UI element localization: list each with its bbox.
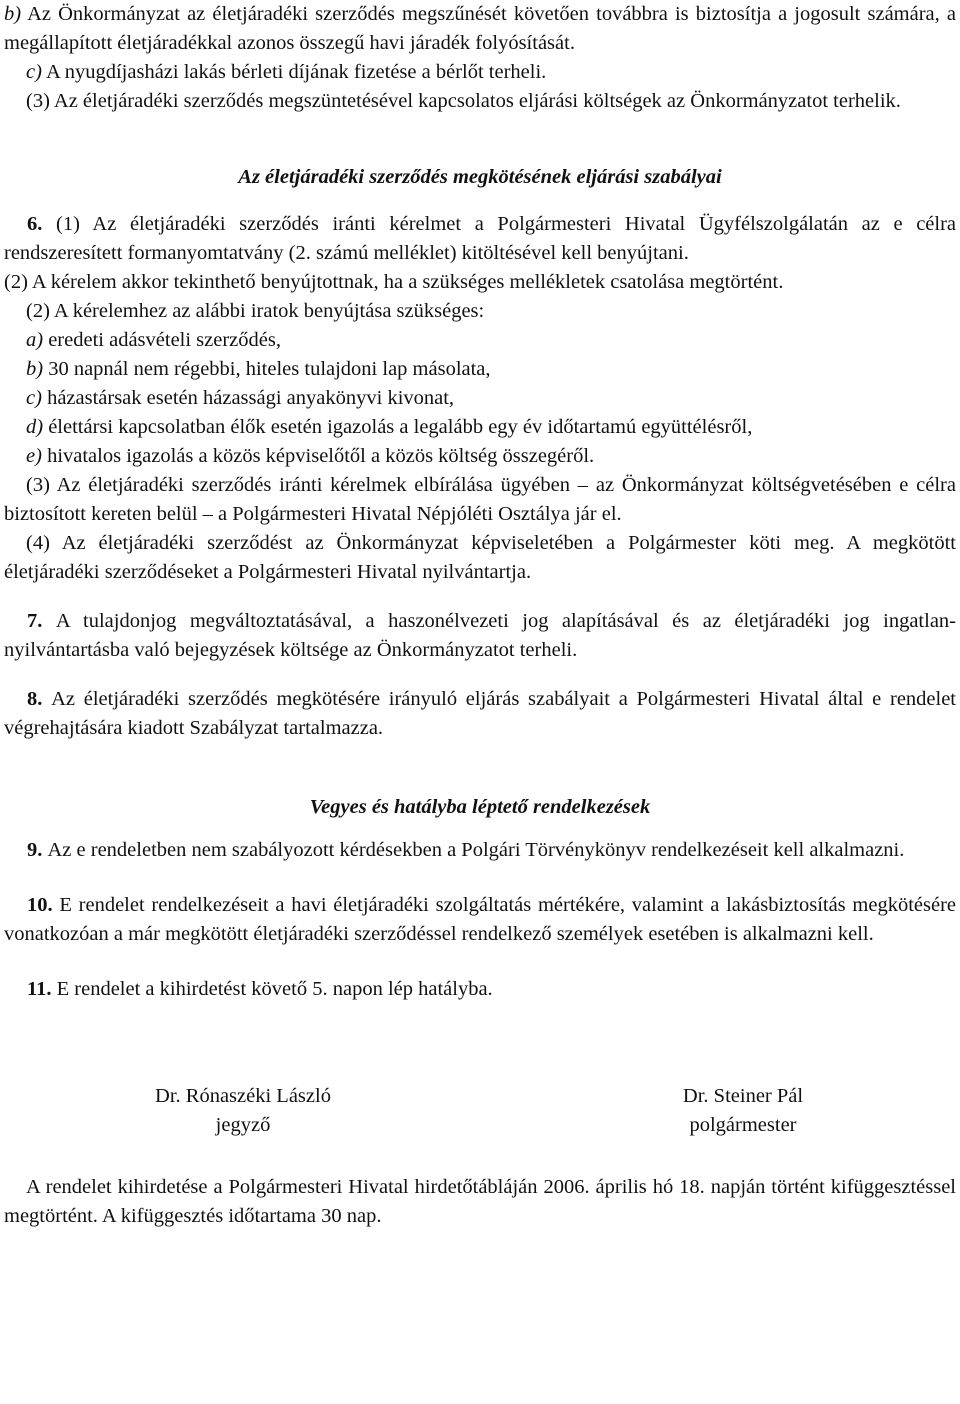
paragraph-text: E rendelet a kihirdetést követő 5. napon lép hatályba. <box>56 978 493 1000</box>
section-number: 10. <box>27 894 53 916</box>
section-heading: Az életjáradéki szerződés megkötésének eljárási szabályai <box>238 166 722 188</box>
item-label: c) <box>26 387 42 409</box>
section-number: 8. <box>27 688 43 710</box>
section-8 <box>4 685 956 743</box>
section-11 <box>4 975 956 1004</box>
section-6-p3: (2) A kérelemhez az alábbi iratok benyújtása szükséges: <box>26 300 485 322</box>
document-list <box>4 326 956 471</box>
section-6-p2: (2) A kérelem akkor tekinthető benyújtottnak, ha a szükséges mellékletek csatolása megtörtént. <box>4 271 784 293</box>
section-heading: Vegyes és hatályba léptető rendelkezések <box>309 796 651 818</box>
paragraph-text: A nyugdíjasházi lakás bérleti díjának fizetése a bérlőt terheli. <box>45 61 547 83</box>
section-number: 9. <box>27 839 43 861</box>
item-label: c) <box>26 61 42 83</box>
signer-role: jegyző <box>215 1114 271 1136</box>
paragraph-text: (1) Az életjáradéki szerződés iránti kérelmet a Polgármesteri Hivatal Ügyfélszolgálatán az e célra rendszeresített formanyomtatvány (2. számú melléklet) kitöltésével kell benyújtani. <box>4 213 957 264</box>
item-text: hivatalos igazolás a közös képviselőtől a közös költség összegéről. <box>47 445 595 467</box>
list-item <box>4 355 956 384</box>
section-6-p4: (3) Az életjáradéki szerződés iránti kérelmek elbírálása ügyében – az Önkormányzat költségvetésében e célra biztosított kereten belül – a Polgármesteri Hivatal Népjóléti Osztálya jár el. <box>4 474 956 525</box>
signature-notary <box>131 1082 355 1140</box>
paragraph-text: E rendelet rendelkezéseit a havi életjáradéki szolgáltatás mértékére, valamint a lakásbiztosítás megkötésére vonatkozóan a már megkötött életjáradéki szerződéssel rendelkező személyek esetében is alkalmazni kell. <box>4 894 956 945</box>
paragraph-text: Az életjáradéki szerződés megkötésére irányuló eljárás szabályait a Polgármesteri Hivatal által e rendelet végrehajtására kiadott Szabályzat tartalmazza. <box>4 688 957 739</box>
section-6-p1 <box>4 210 956 268</box>
signature-block <box>4 1082 956 1140</box>
section-10 <box>4 891 956 949</box>
list-item <box>4 326 956 355</box>
item-text: 30 napnál nem régebbi, hiteles tulajdoni lap másolata, <box>48 358 491 380</box>
paragraph-text: Az Önkormányzat az életjáradéki szerződés megszűnését követően továbbra is biztosítja a jogosult számára, a megállapított életjáradékkal azonos összegű havi járadék folyósítását. <box>4 3 957 54</box>
paragraph-b <box>4 0 956 58</box>
item-text: házastársak esetén házassági anyakönyvi kivonat, <box>47 387 455 409</box>
section-number: 11. <box>27 978 52 1000</box>
section-7 <box>4 607 956 665</box>
item-text: élettársi kapcsolatban élők esetén igazolás a legalább egy év időtartamú együttélésről, <box>48 416 753 438</box>
list-item <box>4 442 956 471</box>
item-label: a) <box>26 329 44 351</box>
signature-mayor <box>666 1082 820 1140</box>
list-item <box>4 384 956 413</box>
section-number: 6. <box>27 213 43 235</box>
section-6-p5: (4) Az életjáradéki szerződést az Önkormányzat képviseletében a Polgármester köti meg. A megkötött életjáradéki szerződéseket a Polgármesteri Hivatal nyilvántartja. <box>4 532 956 583</box>
item-label: b) <box>26 358 44 380</box>
publication-note: A rendelet kihirdetése a Polgármesteri Hivatal hirdetőtábláján 2006. április hó 18. napján történt kifüggesztéssel megtörtént. A kifüggesztés időtartama 30 nap. <box>4 1176 956 1227</box>
item-text: eredeti adásvételi szerződés, <box>48 329 281 351</box>
document-page <box>4 0 956 1231</box>
item-label: b) <box>4 3 22 25</box>
item-label: d) <box>26 416 44 438</box>
list-item <box>4 413 956 442</box>
signer-name: Dr. Steiner Pál <box>682 1085 804 1107</box>
paragraph-c <box>4 58 956 87</box>
section-9 <box>4 836 956 865</box>
item-label: e) <box>26 445 42 467</box>
paragraph-text: A tulajdonjog megváltoztatásával, a haszonélvezeti jog alapításával és az életjáradéki jog ingatlan-nyilvántartásba való bejegyzések költsége az Önkormányzatot terheli. <box>4 610 957 661</box>
signer-name: Dr. Rónaszéki László <box>155 1085 331 1107</box>
paragraph-text: Az e rendeletben nem szabályozott kérdésekben a Polgári Törvénykönyv rendelkezéseit kell alkalmazni. <box>47 839 905 861</box>
section-number: 7. <box>27 610 43 632</box>
paragraph-3: (3) Az életjáradéki szerződés megszüntetésével kapcsolatos eljárási költségek az Önkormányzatot terhelik. <box>26 90 901 112</box>
signer-role: polgármester <box>689 1114 797 1136</box>
